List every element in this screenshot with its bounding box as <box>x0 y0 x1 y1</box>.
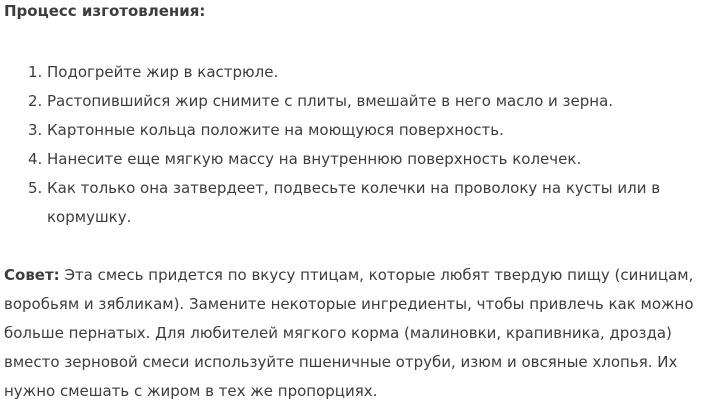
step-text: Картонные кольца положите на моющуюся поверхность. <box>47 121 504 139</box>
step-text: Подогрейте жир в кастрюле. <box>47 63 279 81</box>
list-item <box>28 174 688 232</box>
tip-label: Совет: <box>4 266 60 284</box>
step-number: 2. <box>28 92 43 110</box>
section-heading: Процесс изготовления: <box>4 2 206 20</box>
tip-paragraph <box>4 261 694 406</box>
list-item <box>28 116 688 145</box>
step-text: Растопившийся жир снимите с плиты, вмешайте в него масло и зерна. <box>47 92 614 110</box>
step-text: Как только она затвердеет, подвесьте колечки на проволоку на кусты или в кормушку. <box>47 179 661 226</box>
list-item <box>28 87 688 116</box>
tip-text: Эта смесь придется по вкусу птицам, которые любят твердую пищу (синицам, воробьям и зябликам). Замените некоторые ингредиенты, чтобы привлечь как можно больше пернатых. Для любителей мягкого корма (малиновки, крапивника, дрозда) вместо зерновой смеси используйте пшеничные отруби, изюм и овсяные хлопья. Их нужно смешать с жиром в тех же пропорциях. <box>4 266 694 400</box>
step-number: 3. <box>28 121 43 139</box>
step-number: 4. <box>28 150 43 168</box>
list-item <box>28 145 688 174</box>
list-item <box>28 58 688 87</box>
steps-list <box>28 58 688 232</box>
step-text: Нанесите еще мягкую массу на внутреннюю поверхность колечек. <box>47 150 582 168</box>
step-number: 5. <box>28 179 43 197</box>
step-number: 1. <box>28 63 43 81</box>
